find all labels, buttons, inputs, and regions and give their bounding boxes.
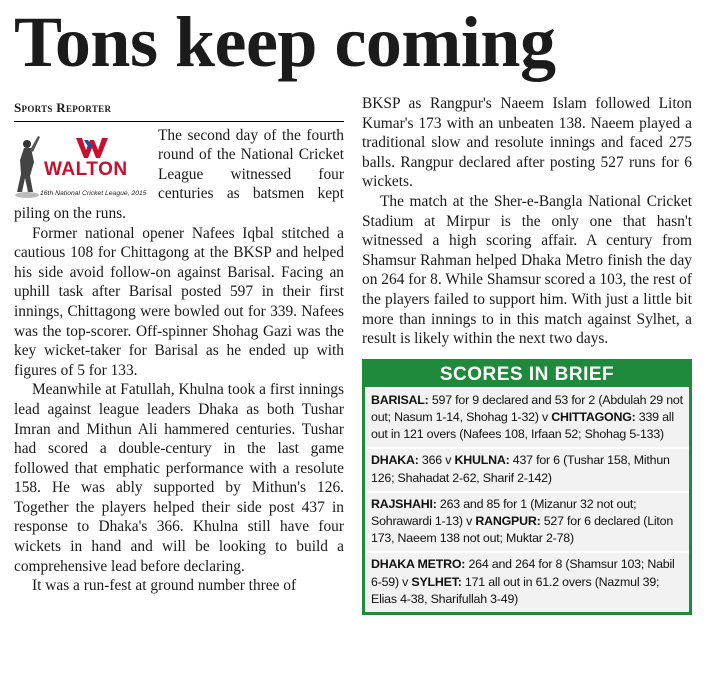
team-name: CHITTAGONG: [551,409,636,424]
paragraph-1: The second day of the fourth round of the National Cricket League witnessed four centuries as batsmen kept piling on the runs. [14,126,344,222]
paragraph-4-start: It was a run-fest at ground number three of [32,577,297,595]
scores-title: SCORES IN BRIEF [365,362,689,387]
team-name: DHAKA METRO: [371,557,466,572]
right-column [362,94,692,615]
score-text: 264 and 264 for 8 (Shamsur 103; Nabil 6-59) v [371,557,675,589]
team-name: BARISAL: [371,392,429,407]
score-entry [365,551,689,612]
score-text: 597 for 9 declared and 53 for 2 (Abdulah 29 not out; Nasum 1-14, Shohag 1-32) v [371,392,683,424]
team-name: RAJSHAHI: [371,496,437,511]
score-text: 339 all out in 121 overs (Nafees 108, Irfaan 52; Shohag 5-133) [371,409,674,442]
paragraph-4-continued: BKSP as Rangpur's Naeem Islam followed Liton Kumar's 173 with an unbeaten 138. Naeem played a traditional slow and resolute innings and faced 275 balls. Rangpur declared after posting 527 runs for 6 wickets. [362,95,692,191]
team-name: DHAKA: [371,453,419,468]
score-entry [365,491,689,552]
score-text: 437 for 6 (Tushar 158, Mithun 126; Shahadat 2-62, Sharif 2-142) [371,453,670,485]
team-name: RANGPUR: [475,513,541,528]
score-text: 263 and 85 for 1 (Mizanur 32 not out; Sohrawardi 1-13) v [371,496,637,528]
paragraph-5: The match at the Sher-e-Bangla National Cricket Stadium at Mirpur is the only one that hasn't witnessed a high scoring affair. A century from Shamsur Rahman helped Dhaka Metro finish the day on 264 for 8. While Shamsur scored a 103, the rest of the players failed to support him. With just a little bit more than innings to in this match against Sylhet, a result is likely within the next two days. [362,192,692,348]
logo-subtitle: 16th National Cricket League, 2015 [40,189,147,197]
scores-in-brief-box [362,359,692,615]
headline: Tons keep coming [14,2,556,82]
paragraph-2: Former national opener Nafees Iqbal stitched a cautious 108 for Chittagong at the BKSP and helped his side avoid follow-on against Barisal. Facing an uphill task after Barisal posted 597 in their first innings, Chittagong were bowled out for 339. Nafees was the top-scorer. Off-spinner Shohag Gazi was the key wicket-taker for Barisal as he ended up with figures of 5 for 133. [14,224,344,379]
walton-ncl-logo [14,132,148,202]
score-entry [365,447,689,490]
logo-brand: WALTON [44,158,128,180]
score-entry [365,387,689,448]
score-text: 171 all out in 61.2 overs (Nazmul 39; Elias 4-38, Sharifullah 3-49) [371,574,660,606]
team-name: KHULNA: [454,453,510,468]
team-name: SYLHET: [411,574,462,589]
score-text: 527 for 6 declared (Liton 173, Naeem 138 not out; Muktar 2-78) [371,513,674,546]
byline: Sports Reporter [14,98,344,122]
paragraph-3: Meanwhile at Fatullah, Khulna took a first innings lead against league leaders Dhaka as both Tushar Imran and Mithun Ali hammered centuries. Tushar had scored a double-century in the last game followed that emphatic performance with a resolute 158. He was ably supported by Mithun's 126. Together the players helped their side post 437 in response to Dhaka's 366. Khulna still have four wickets in hand and will be looking to build a comprehensive lead before declaring. [14,381,344,575]
score-text: 366 v [418,453,455,468]
left-column [14,96,344,596]
